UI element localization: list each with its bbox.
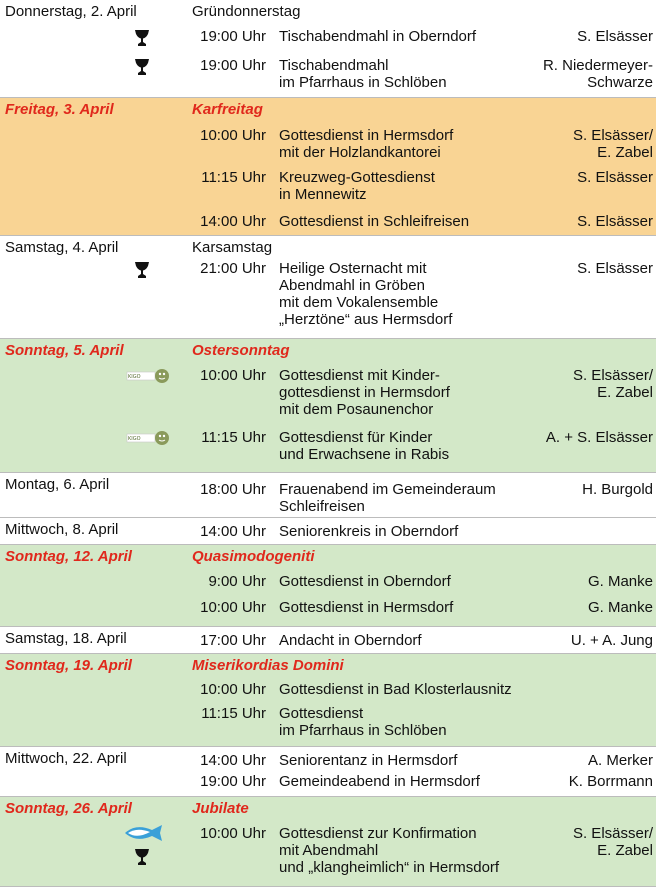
kids-logo-icon	[122, 367, 166, 387]
person-line: E. Zabel	[597, 384, 653, 401]
event-description	[279, 523, 458, 540]
description-line: Schleifreisen	[279, 498, 365, 515]
event-person	[577, 169, 653, 186]
person-line: S. Elsässer	[577, 260, 653, 277]
person-line: H. Burgold	[582, 481, 653, 498]
description-line: Gottesdienst in Hermsdorf	[279, 127, 454, 144]
day-label: Montag, 6. April	[5, 476, 110, 493]
event-time: 10:00 Uhr	[200, 367, 266, 384]
description-line: Tischabendmahl in Oberndorf	[279, 28, 477, 45]
event-time: 14:00 Uhr	[200, 752, 266, 769]
event-time: 14:00 Uhr	[200, 213, 266, 230]
day-block	[0, 0, 656, 98]
feast-label: Karfreitag	[192, 101, 263, 118]
event-time: 10:00 Uhr	[200, 127, 266, 144]
event-time: 18:00 Uhr	[200, 481, 266, 498]
feast-label: Quasimodogeniti	[192, 548, 315, 565]
description-line: mit dem Posaunenchor	[279, 401, 434, 418]
day-label: Sonntag, 12. April	[5, 548, 132, 565]
svg-text:KIGO: KIGO	[128, 374, 141, 380]
event-description	[279, 752, 457, 769]
person-line: S. Elsässer	[577, 28, 653, 45]
person-line: R. Niedermeyer-	[542, 57, 653, 74]
description-line: Seniorenkreis in Oberndorf	[279, 523, 459, 540]
event-time: 9:00 Uhr	[208, 573, 266, 590]
description-line: Gemeindeabend in Hermsdorf	[279, 773, 480, 790]
feast-label: Jubilate	[192, 800, 249, 817]
day-block	[0, 98, 656, 236]
event-time: 10:00 Uhr	[200, 681, 266, 698]
person-line: A. + S. Elsässer	[545, 429, 653, 446]
day-label: Samstag, 18. April	[5, 630, 127, 647]
event-time: 17:00 Uhr	[200, 632, 266, 649]
description-line: Gottesdienst in Schleifreisen	[279, 213, 470, 230]
event-description	[279, 213, 469, 230]
day-block	[0, 339, 656, 473]
chalice-icon	[132, 847, 152, 867]
day-block	[0, 747, 656, 797]
day-label: Donnerstag, 2. April	[5, 3, 137, 20]
event-time: 10:00 Uhr	[200, 825, 266, 842]
event-person	[582, 481, 653, 498]
day-label: Mittwoch, 8. April	[5, 521, 119, 538]
fish-icon	[122, 823, 166, 843]
person-line: G. Manke	[587, 573, 653, 590]
chalice-icon	[122, 260, 166, 280]
event-person	[588, 752, 653, 769]
event-person	[569, 773, 653, 790]
description-line: Gottesdienst	[279, 705, 364, 722]
day-label: Samstag, 4. April	[5, 239, 119, 256]
event-description	[279, 127, 453, 161]
day-block	[0, 654, 656, 747]
event-description	[279, 169, 435, 203]
description-line: Gottesdienst in Oberndorf	[279, 573, 451, 590]
event-description	[279, 429, 449, 463]
fish-chalice-icon	[122, 825, 166, 845]
kids-logo-icon	[126, 429, 170, 447]
person-line: Schwarze	[587, 74, 653, 91]
person-line: S. Elsässer/	[572, 367, 653, 384]
event-description	[279, 28, 476, 45]
event-description	[279, 599, 453, 616]
person-line: S. Elsässer	[577, 213, 653, 230]
feast-label: Karsamstag	[192, 239, 273, 256]
day-label: Sonntag, 19. April	[5, 657, 132, 674]
person-line: U. + A. Jung	[570, 632, 653, 649]
event-description	[279, 773, 480, 790]
feast-label: Gründonnerstag	[192, 3, 301, 20]
description-line: und „klangheimlich“ in Hermsdorf	[279, 859, 500, 876]
day-label: Sonntag, 26. April	[5, 800, 132, 817]
event-description	[279, 681, 512, 698]
event-description	[279, 825, 499, 876]
person-line: G. Manke	[587, 599, 653, 616]
event-time: 19:00 Uhr	[200, 773, 266, 790]
description-line: mit dem Vokalensemble	[279, 294, 439, 311]
description-line: und Erwachsene in Rabis	[279, 446, 450, 463]
person-line: A. Merker	[587, 752, 653, 769]
event-description	[279, 57, 447, 91]
event-time: 14:00 Uhr	[200, 523, 266, 540]
event-person	[543, 57, 653, 91]
description-line: im Pfarrhaus in Schlöben	[279, 722, 447, 739]
event-person	[588, 599, 653, 616]
description-line: „Herztöne“ aus Hermsdorf	[279, 311, 453, 328]
person-line: E. Zabel	[597, 144, 653, 161]
description-line: Gottesdienst zur Konfirmation	[279, 825, 477, 842]
event-time: 11:15 Uhr	[201, 169, 266, 186]
description-line: Heilige Osternacht mit	[279, 260, 427, 277]
event-description	[279, 367, 450, 418]
day-label: Freitag, 3. April	[5, 101, 114, 118]
description-line: Seniorentanz in Hermsdorf	[279, 752, 458, 769]
description-line: gottesdienst in Hermsdorf	[279, 384, 450, 401]
feast-label: Miserikordias Domini	[192, 657, 344, 674]
chalice-icon	[122, 57, 166, 77]
description-line: Abendmahl in Gröben	[279, 277, 425, 294]
day-block	[0, 797, 656, 887]
person-line: S. Elsässer	[577, 169, 653, 186]
chalice-icon	[132, 28, 152, 48]
chalice-icon	[122, 28, 166, 48]
day-block	[0, 473, 656, 518]
person-line: S. Elsässer/	[572, 127, 653, 144]
person-line: K. Borrmann	[568, 773, 653, 790]
event-person	[573, 825, 653, 859]
description-line: mit Abendmahl	[279, 842, 379, 859]
svg-text:KIGO: KIGO	[128, 436, 141, 442]
feast-label: Ostersonntag	[192, 342, 290, 359]
day-block	[0, 627, 656, 654]
event-description	[279, 481, 496, 515]
event-person	[571, 632, 653, 649]
description-line: Kreuzweg-Gottesdienst	[279, 169, 435, 186]
event-person	[546, 429, 653, 446]
description-line: Gottesdienst mit Kinder-	[279, 367, 440, 384]
description-line: Gottesdienst für Kinder	[279, 429, 433, 446]
person-line: S. Elsässer/	[572, 825, 653, 842]
event-description	[279, 573, 451, 590]
event-person	[577, 213, 653, 230]
day-label: Mittwoch, 22. April	[5, 750, 127, 767]
day-block	[0, 236, 656, 339]
event-person	[577, 28, 653, 45]
description-line: mit der Holzlandkantorei	[279, 144, 441, 161]
event-time: 21:00 Uhr	[200, 260, 266, 277]
event-description	[279, 632, 422, 649]
event-person	[573, 127, 653, 161]
event-time: 11:15 Uhr	[201, 429, 266, 446]
event-description	[279, 260, 452, 328]
chalice-icon	[132, 57, 152, 77]
kids-logo-icon	[126, 367, 170, 385]
day-block	[0, 518, 656, 545]
day-label: Sonntag, 5. April	[5, 342, 124, 359]
event-person	[573, 367, 653, 401]
person-line: E. Zabel	[597, 842, 653, 859]
event-time: 19:00 Uhr	[200, 28, 266, 45]
event-time: 19:00 Uhr	[200, 57, 266, 74]
event-time: 10:00 Uhr	[200, 599, 266, 616]
description-line: Gottesdienst in Hermsdorf	[279, 599, 454, 616]
description-line: Gottesdienst in Bad Klosterlausnitz	[279, 681, 512, 698]
event-person	[588, 573, 653, 590]
event-description	[279, 705, 447, 739]
description-line: im Pfarrhaus in Schlöben	[279, 74, 447, 91]
description-line: in Mennewitz	[279, 186, 367, 203]
chalice-icon	[132, 260, 152, 280]
description-line: Tischabendmahl	[279, 57, 389, 74]
kids-logo-icon	[122, 429, 166, 449]
description-line: Frauenabend im Gemeinderaum	[279, 481, 496, 498]
day-block	[0, 545, 656, 627]
description-line: Andacht in Oberndorf	[279, 632, 422, 649]
event-time: 11:15 Uhr	[201, 705, 266, 722]
event-person	[577, 260, 653, 277]
